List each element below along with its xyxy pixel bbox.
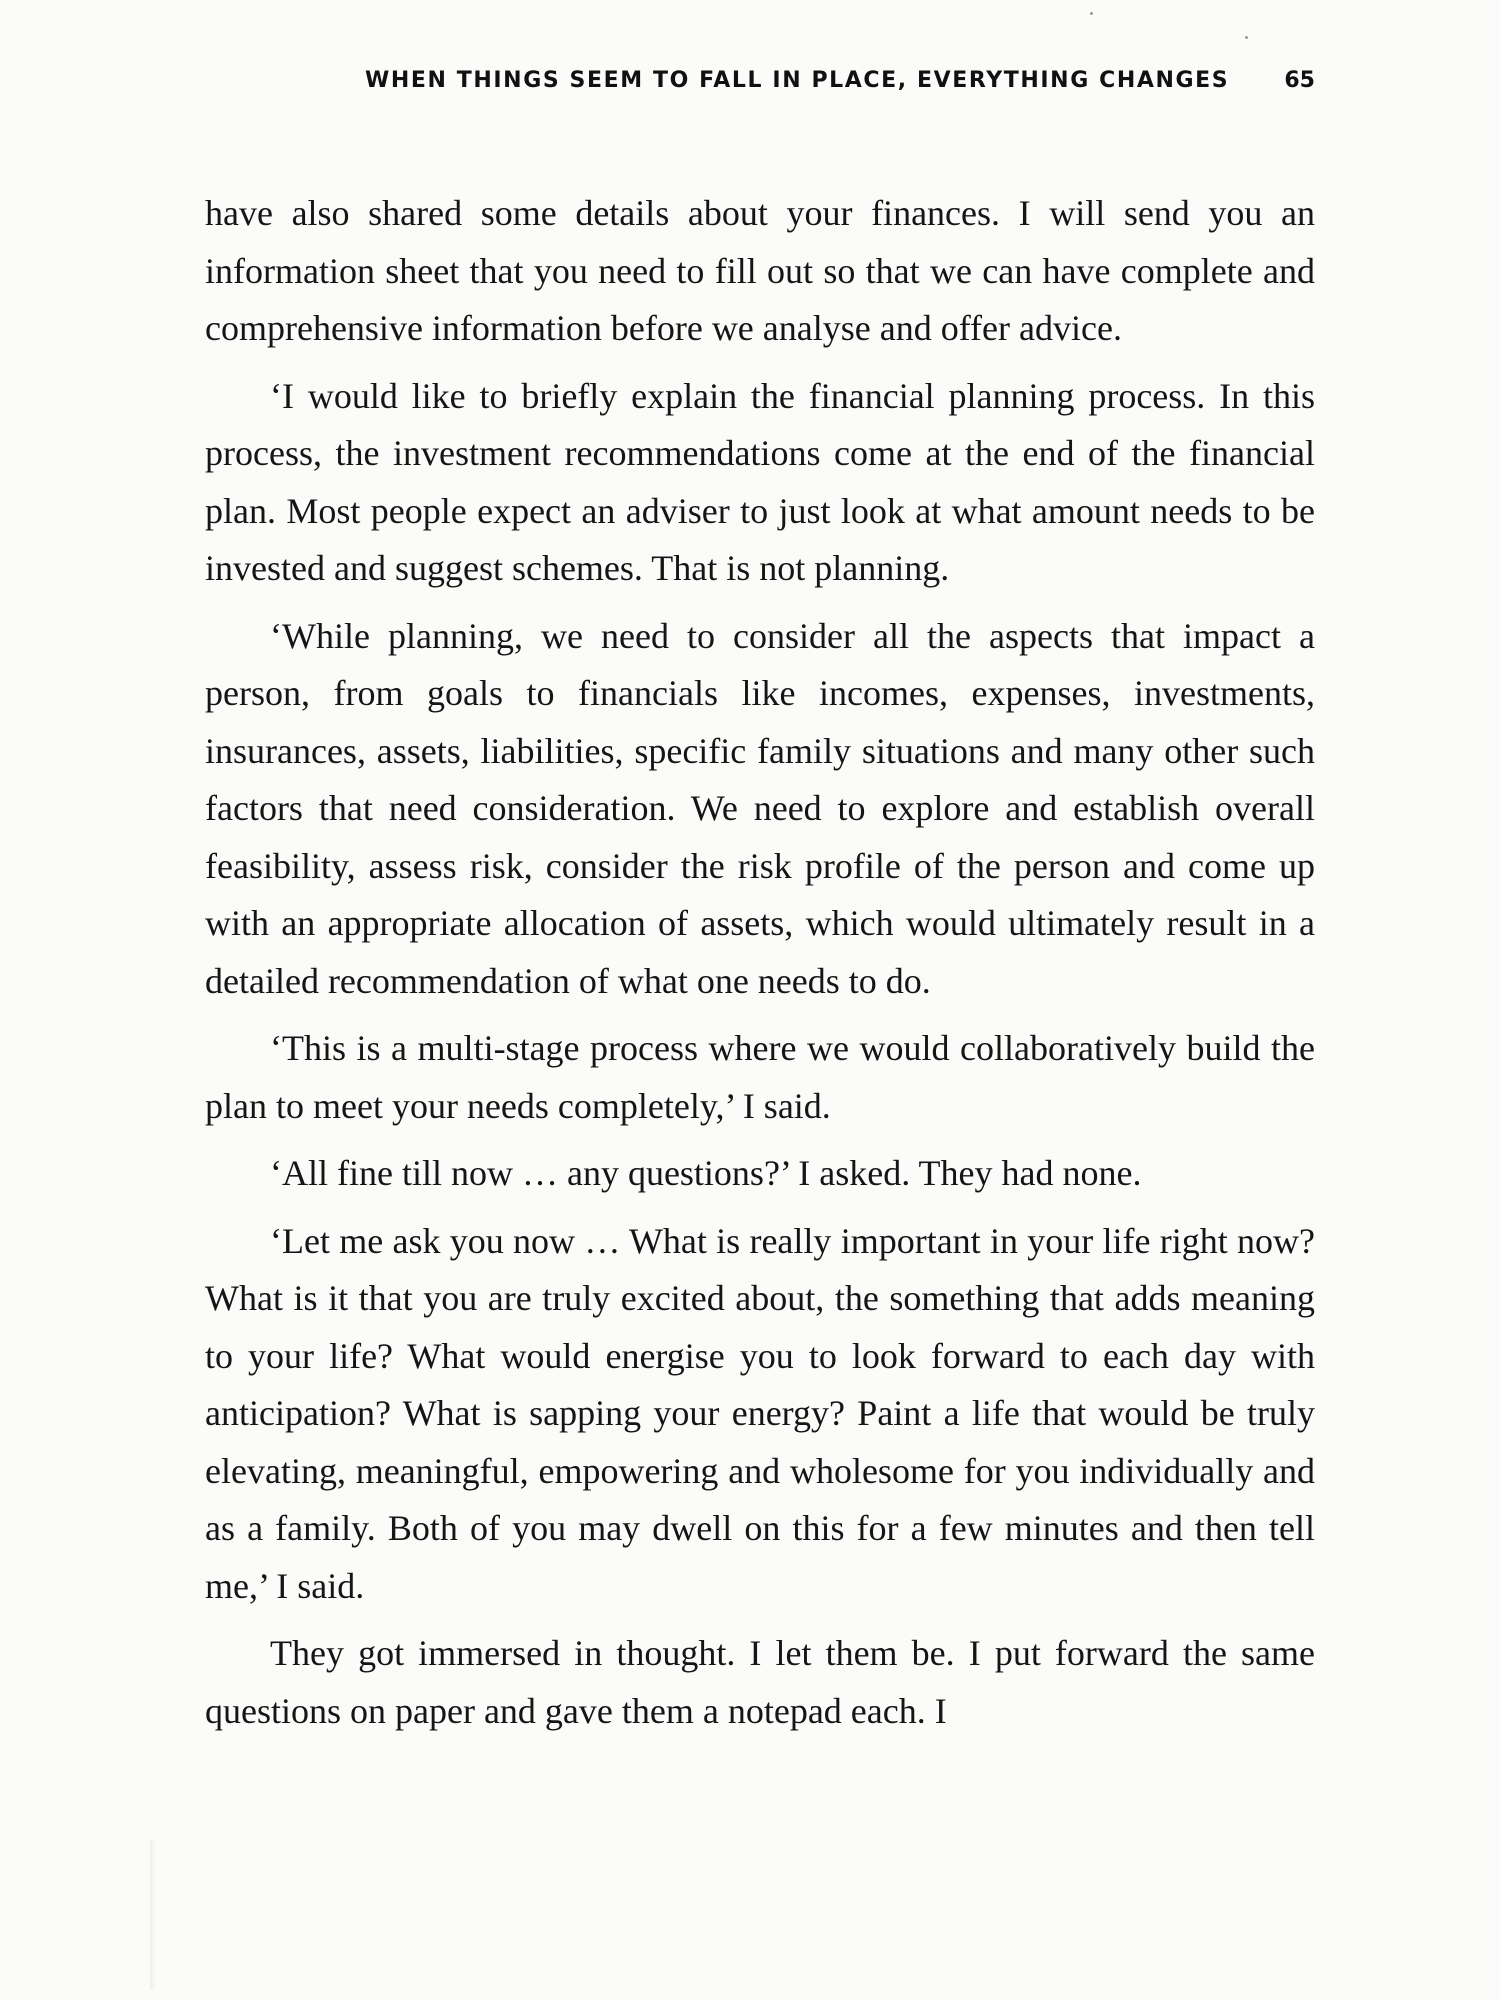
body-text [205, 185, 1315, 1750]
paragraph: They got immersed in thought. I let them be. I put forward the same questions on paper and gave them a notepad each. I [205, 1633, 1315, 1731]
page-header [205, 68, 1315, 108]
scan-speck [1245, 36, 1248, 39]
paragraph: have also shared some details about your finances. I will send you an information sheet that you need to fill out so that we can have complete and comprehensive information before we analyse and offer advice. [205, 193, 1315, 348]
running-head: WHEN THINGS SEEM TO FALL IN PLACE, EVERYTHING CHANGES [365, 68, 1230, 93]
paragraph: ‘While planning, we need to consider all the aspects that impact a person, from goals to financials like incomes, expenses, investments, insurances, assets, liabilities, specific family situations and many other such factors that need consideration. We need to explore and establish overall feasibility, assess risk, consider the risk profile of the person and come up with an appropriate allocation of assets, which would ultimately result in a detailed recommendation of what one needs to do. [205, 615, 1315, 1001]
paragraph: ‘I would like to briefly explain the financial planning process. In this process, the investment recommendations come at the end of the financial plan. Most people expect an adviser to just look at what amount needs to be invested and suggest schemes. That is not planning. [205, 375, 1315, 588]
paragraph: ‘Let me ask you now … What is really important in your life right now? What is it that you are truly excited about, the something that adds meaning to your life? What would energise you to look forward to each day with anticipation? What is sapping your energy? Paint a life that would be truly elevating, meaningful, empowering and wholesome for you individually and as a family. Both of you may dwell on this for a few minutes and then tell me,’ I said. [205, 1220, 1315, 1606]
paragraph: ‘All fine till now … any questions?’ I asked. They had none. [270, 1153, 1142, 1193]
paragraph: ‘This is a multi-stage process where we would collaboratively build the plan to meet your needs completely,’ I said. [205, 1028, 1315, 1126]
scan-speck [1090, 12, 1093, 15]
page-gutter-shadow [150, 1840, 156, 1990]
page-number: 65 [1284, 68, 1315, 93]
